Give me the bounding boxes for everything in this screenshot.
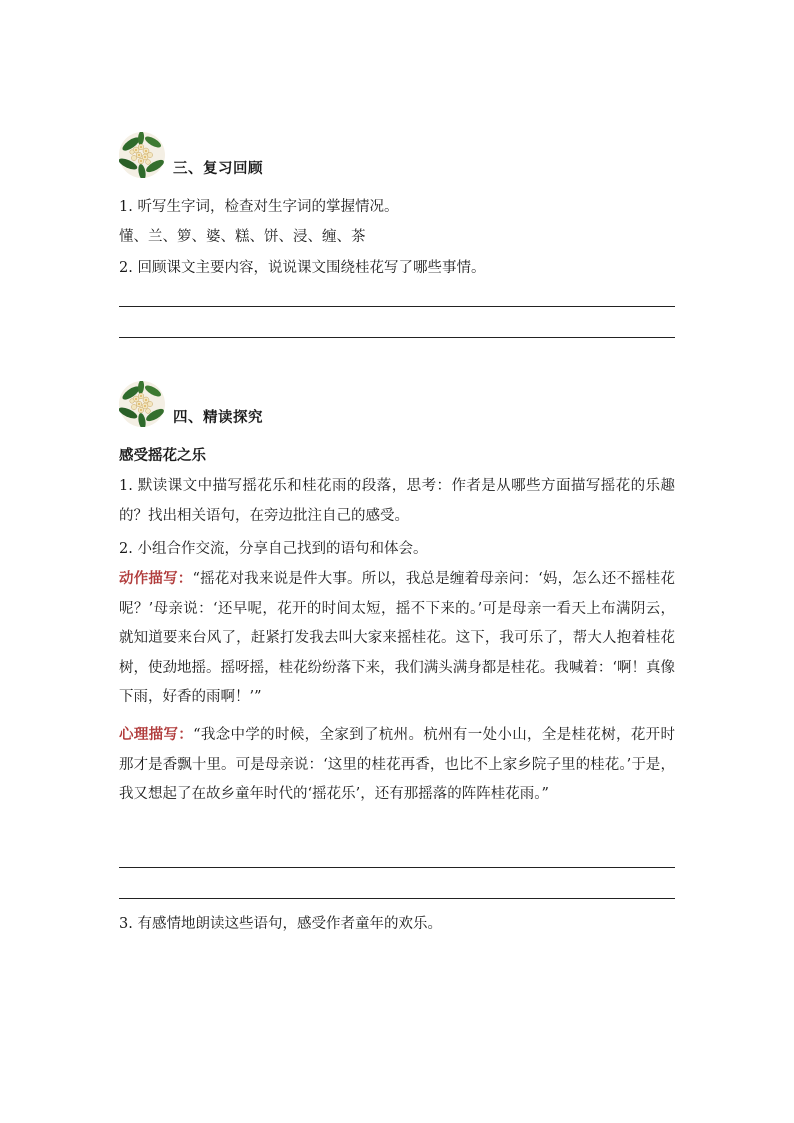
section-4-subtitle: 感受摇花之乐	[119, 447, 206, 464]
answer-line	[119, 306, 675, 307]
psychological-description-text: “我念中学的时候，全家到了杭州。杭州有一处小山，全是桂花树，花开时那才是香飘十里。可是母亲说：‘这里的桂花再香，也比不上家乡院子里的桂花。’于是，我又想起了在故乡童年时代的‘摇花乐’，还有那摇落的阵阵桂花雨。”	[119, 727, 675, 802]
section-3-title: 三、复习回顾	[173, 160, 263, 177]
section-4-title: 四、精读探究	[173, 409, 263, 426]
dictation-words: 懂、兰、箩、婆、糕、饼、浸、缠、茶	[119, 229, 366, 245]
section-3-header	[119, 132, 679, 180]
answer-line	[119, 337, 675, 338]
action-description-passage	[119, 564, 675, 713]
psychological-description-label: 心理描写：	[119, 726, 194, 743]
action-description-text: “摇花对我来说是件大事。所以，我总是缠着母亲问：‘妈，怎么还不摇桂花呢？’母亲说：‘还早呢，花开的时间太短，摇不下来的。’可是母亲一看天上布满阴云，就知道要来台风了，赶紧打发我去叫大家来摇桂花。这下，我可乐了，帮大人抱着桂花树，使劲地摇。摇呀摇，桂花纷纷落下来，我们满头满身都是桂花。我喊着：‘啊！真像下雨，好香的雨啊！’”	[119, 571, 675, 705]
answer-line	[119, 867, 675, 868]
psychological-description-passage	[119, 720, 675, 810]
section-4-question-2: 2. 小组合作交流，分享自己找到的语句和体会。	[119, 541, 428, 557]
section-4-question-1: 1. 默读课文中描写摇花乐和桂花雨的段落，思考：作者是从哪些方面描写摇花的乐趣的？找出相关语句，在旁边批注自己的感受。	[119, 478, 675, 524]
section-4-header	[119, 381, 679, 429]
section-3-question-1: 1. 听写生字词，检查对生字词的掌握情况。	[119, 199, 399, 215]
section-3-question-2: 2. 回顾课文主要内容，说说课文围绕桂花写了哪些事情。	[119, 260, 486, 276]
osmanthus-flower-icon	[119, 381, 165, 427]
section-4-question-3: 3. 有感情地朗读这些语句，感受作者童年的欢乐。	[119, 916, 442, 932]
action-description-label: 动作描写：	[119, 570, 193, 587]
answer-line	[119, 898, 675, 899]
osmanthus-flower-icon	[119, 132, 165, 178]
